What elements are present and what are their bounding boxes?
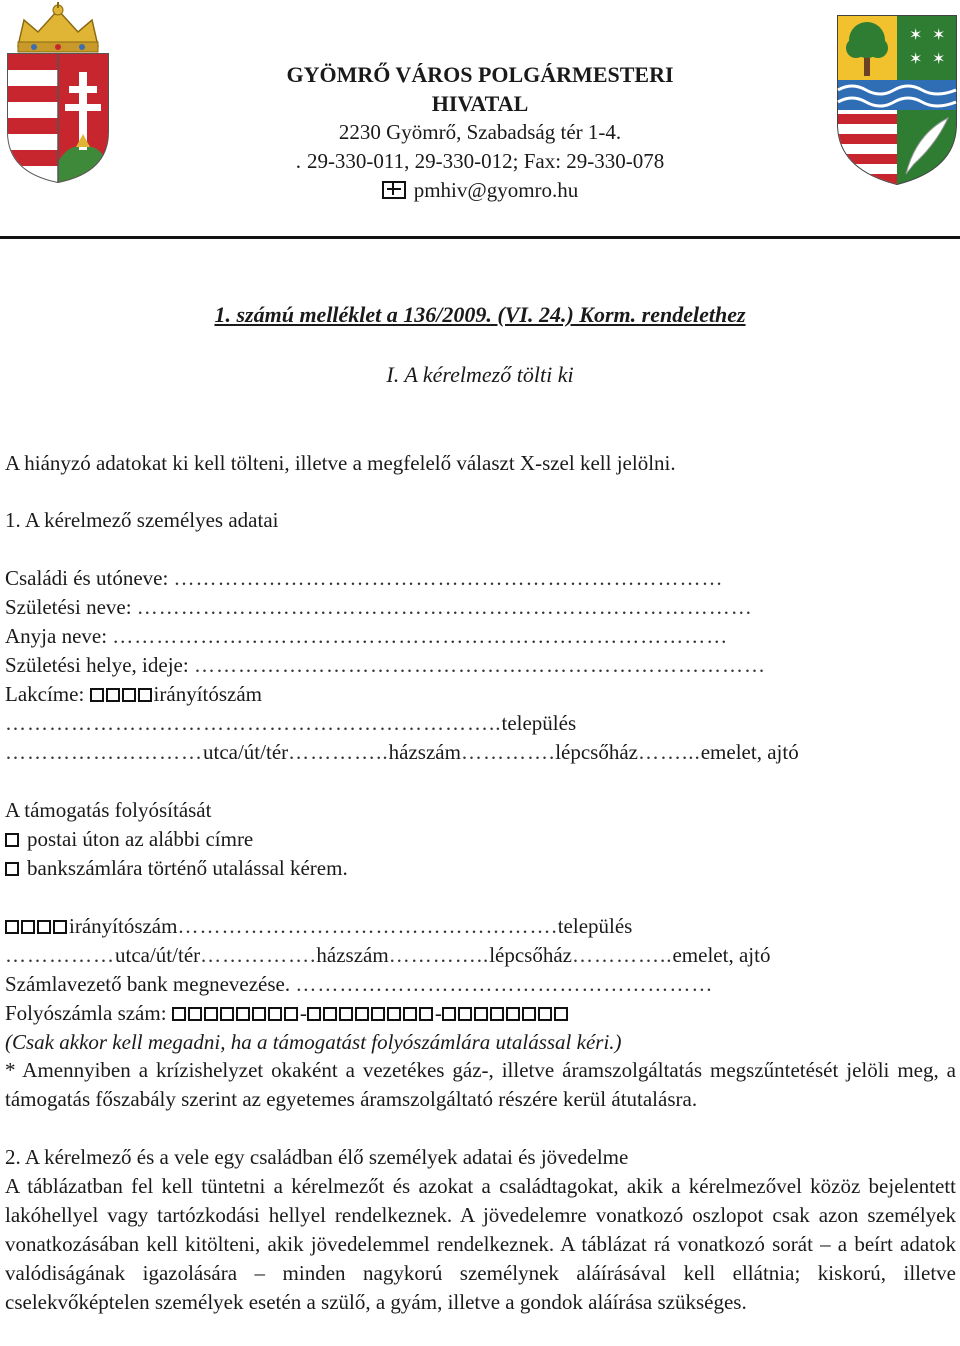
house-field[interactable]: ………….. bbox=[288, 740, 389, 764]
pay-stair-label: lépcsőház bbox=[489, 943, 572, 967]
payment-intro: A támogatás folyósítását bbox=[5, 798, 212, 822]
bank-name-field[interactable]: ………………………………………………… bbox=[295, 972, 714, 996]
pay-stair-field[interactable]: ………….. bbox=[388, 943, 490, 967]
household-heading: 2. A kérelmező és a vele egy családban élő személyek adatai és jövedelme bbox=[5, 1145, 629, 1169]
family-name-row bbox=[5, 564, 724, 592]
bank-checkbox[interactable] bbox=[5, 862, 19, 876]
birth-place-row bbox=[5, 651, 766, 679]
zip-code-boxes[interactable] bbox=[90, 682, 154, 706]
mother-name-label: Anyja neve: bbox=[5, 624, 108, 648]
pay-house-label: házszám bbox=[316, 943, 389, 967]
account-boxes-2[interactable] bbox=[307, 1001, 435, 1025]
office-email-row bbox=[0, 176, 960, 205]
office-address: 2230 Gyömrő, Szabadság tér 1-4. bbox=[338, 120, 622, 144]
account-boxes-3[interactable] bbox=[442, 1001, 570, 1025]
house-label: házszám bbox=[388, 740, 461, 764]
post-checkbox[interactable] bbox=[5, 833, 19, 847]
personal-heading: 1. A kérelmező személyes adatai bbox=[5, 508, 279, 532]
header-divider bbox=[0, 236, 960, 239]
bank-name-label: Számlavezető bank megnevezése. bbox=[5, 972, 291, 996]
option-bank-label: bankszámlára történő utalással kérem. bbox=[27, 856, 348, 880]
settlement-label: település bbox=[501, 711, 577, 735]
instruction-text: A hiányzó adatokat ki kell tölteni, illetve a megfelelő választ X-szel kell jelölni. bbox=[5, 451, 676, 475]
office-phone-row bbox=[0, 147, 960, 176]
floor-field[interactable]: ……... bbox=[637, 740, 701, 764]
svg-text:✶: ✶ bbox=[909, 49, 923, 68]
family-name-field[interactable]: ………………………………………………………………… bbox=[173, 566, 724, 590]
settlement-row bbox=[5, 709, 576, 737]
pay-zip-row bbox=[5, 912, 632, 940]
section-heading: I. A kérelmező tölti ki bbox=[386, 362, 574, 387]
svg-text:✶: ✶ bbox=[909, 25, 923, 44]
pay-house-field[interactable]: ……………. bbox=[200, 943, 317, 967]
payment-option-post bbox=[5, 825, 253, 853]
payment-option-bank bbox=[5, 854, 348, 882]
account-label: Folyószámla szám: bbox=[5, 1001, 167, 1025]
street-row bbox=[5, 738, 799, 766]
floor-door-label: emelet, ajtó bbox=[700, 740, 799, 764]
zip-label: irányítószám bbox=[153, 682, 263, 706]
pay-street-row bbox=[5, 941, 770, 969]
footnote-text: * Amennyiben a krízishelyzet okaként a vezetékes gáz-, illetve áramszolgáltatás megszűntetését jelöli meg, a támogatás főszabály szerint az egyetemes áramszolgáltató részére kerül átutalásra. bbox=[5, 1058, 956, 1111]
envelope-icon bbox=[382, 181, 406, 199]
option-post-label: postai úton az alábbi címre bbox=[27, 827, 254, 851]
bank-name-row bbox=[5, 970, 713, 998]
address-row bbox=[5, 680, 262, 708]
office-phone: 29-330-011, 29-330-012; Fax: 29-330-078 bbox=[306, 149, 665, 173]
stair-label: lépcsőház bbox=[555, 740, 638, 764]
pay-floor-field[interactable]: ………….. bbox=[571, 943, 673, 967]
address-label: Lakcíme: bbox=[5, 682, 85, 706]
street-label: utca/út/tér bbox=[203, 740, 289, 764]
pay-settlement-label: település bbox=[557, 914, 633, 938]
svg-text:✶: ✶ bbox=[932, 25, 946, 44]
pay-zip-label: irányítószám bbox=[69, 914, 178, 938]
household-text: A táblázatban fel kell tüntetni a kérelmezőt és azokat a családtagokat, akik a kérelmezővel közöz bejelentett lakóhellyel vagy tartózkodási hellyel rendelkeznek. A jövedelemre vonatkozó oszlopot csak azon személyek vonatkozásában kell kitölteni, akik jövedelemmel rendelkeznek. A táblázat rá vonatkozó sorát – a beírt adatok valódiságának igazolására – minden nagykorú személynek aláírásával kell ellátnia; kiskorú, illetve cselekvőképtelen személyek esetén a szülő, a gyám, illetve a gondok aláírása szükséges. bbox=[5, 1174, 956, 1314]
birth-name-field[interactable]: ………………………………………………………………………… bbox=[136, 595, 753, 619]
mother-name-row bbox=[5, 622, 728, 650]
birth-place-field[interactable]: …………………………………………………………………… bbox=[193, 653, 766, 677]
pay-street-field[interactable]: …………… bbox=[5, 943, 115, 967]
birth-name-row bbox=[5, 593, 753, 621]
office-name-line1: GYÖMRŐ VÁROS POLGÁRMESTERI bbox=[286, 62, 674, 87]
street-field[interactable]: ……………………… bbox=[5, 740, 203, 764]
pay-zip-boxes[interactable] bbox=[5, 914, 69, 938]
settlement-field[interactable]: ………………………………………………………….. bbox=[5, 711, 502, 735]
pay-floor-door-label: emelet, ajtó bbox=[672, 943, 771, 967]
birth-name-label: Születési neve: bbox=[5, 595, 132, 619]
account-row: Folyószámla szám: - - bbox=[5, 999, 570, 1027]
account-note: (Csak akkor kell megadni, ha a támogatást folyószámlára utalással kéri.) bbox=[5, 1030, 622, 1054]
pay-street-label: utca/út/tér bbox=[115, 943, 201, 967]
annex-title: 1. számú melléklet a 136/2009. (VI. 24.) Korm. rendelethez bbox=[214, 302, 746, 327]
phone-prefix: . bbox=[295, 149, 301, 173]
family-name-label: Családi és utóneve: bbox=[5, 566, 169, 590]
pay-settlement-field[interactable]: ……………………………………………. bbox=[177, 914, 558, 938]
birth-place-label: Születési helye, ideje: bbox=[5, 653, 189, 677]
office-email: pmhiv@gyomro.hu bbox=[413, 178, 579, 202]
stair-field[interactable]: …………. bbox=[460, 740, 556, 764]
account-boxes-1[interactable] bbox=[172, 1001, 300, 1025]
mother-name-field[interactable]: ………………………………………………………………………… bbox=[112, 624, 729, 648]
office-name-line2: HIVATAL bbox=[431, 91, 529, 116]
svg-text:✶: ✶ bbox=[932, 49, 946, 68]
